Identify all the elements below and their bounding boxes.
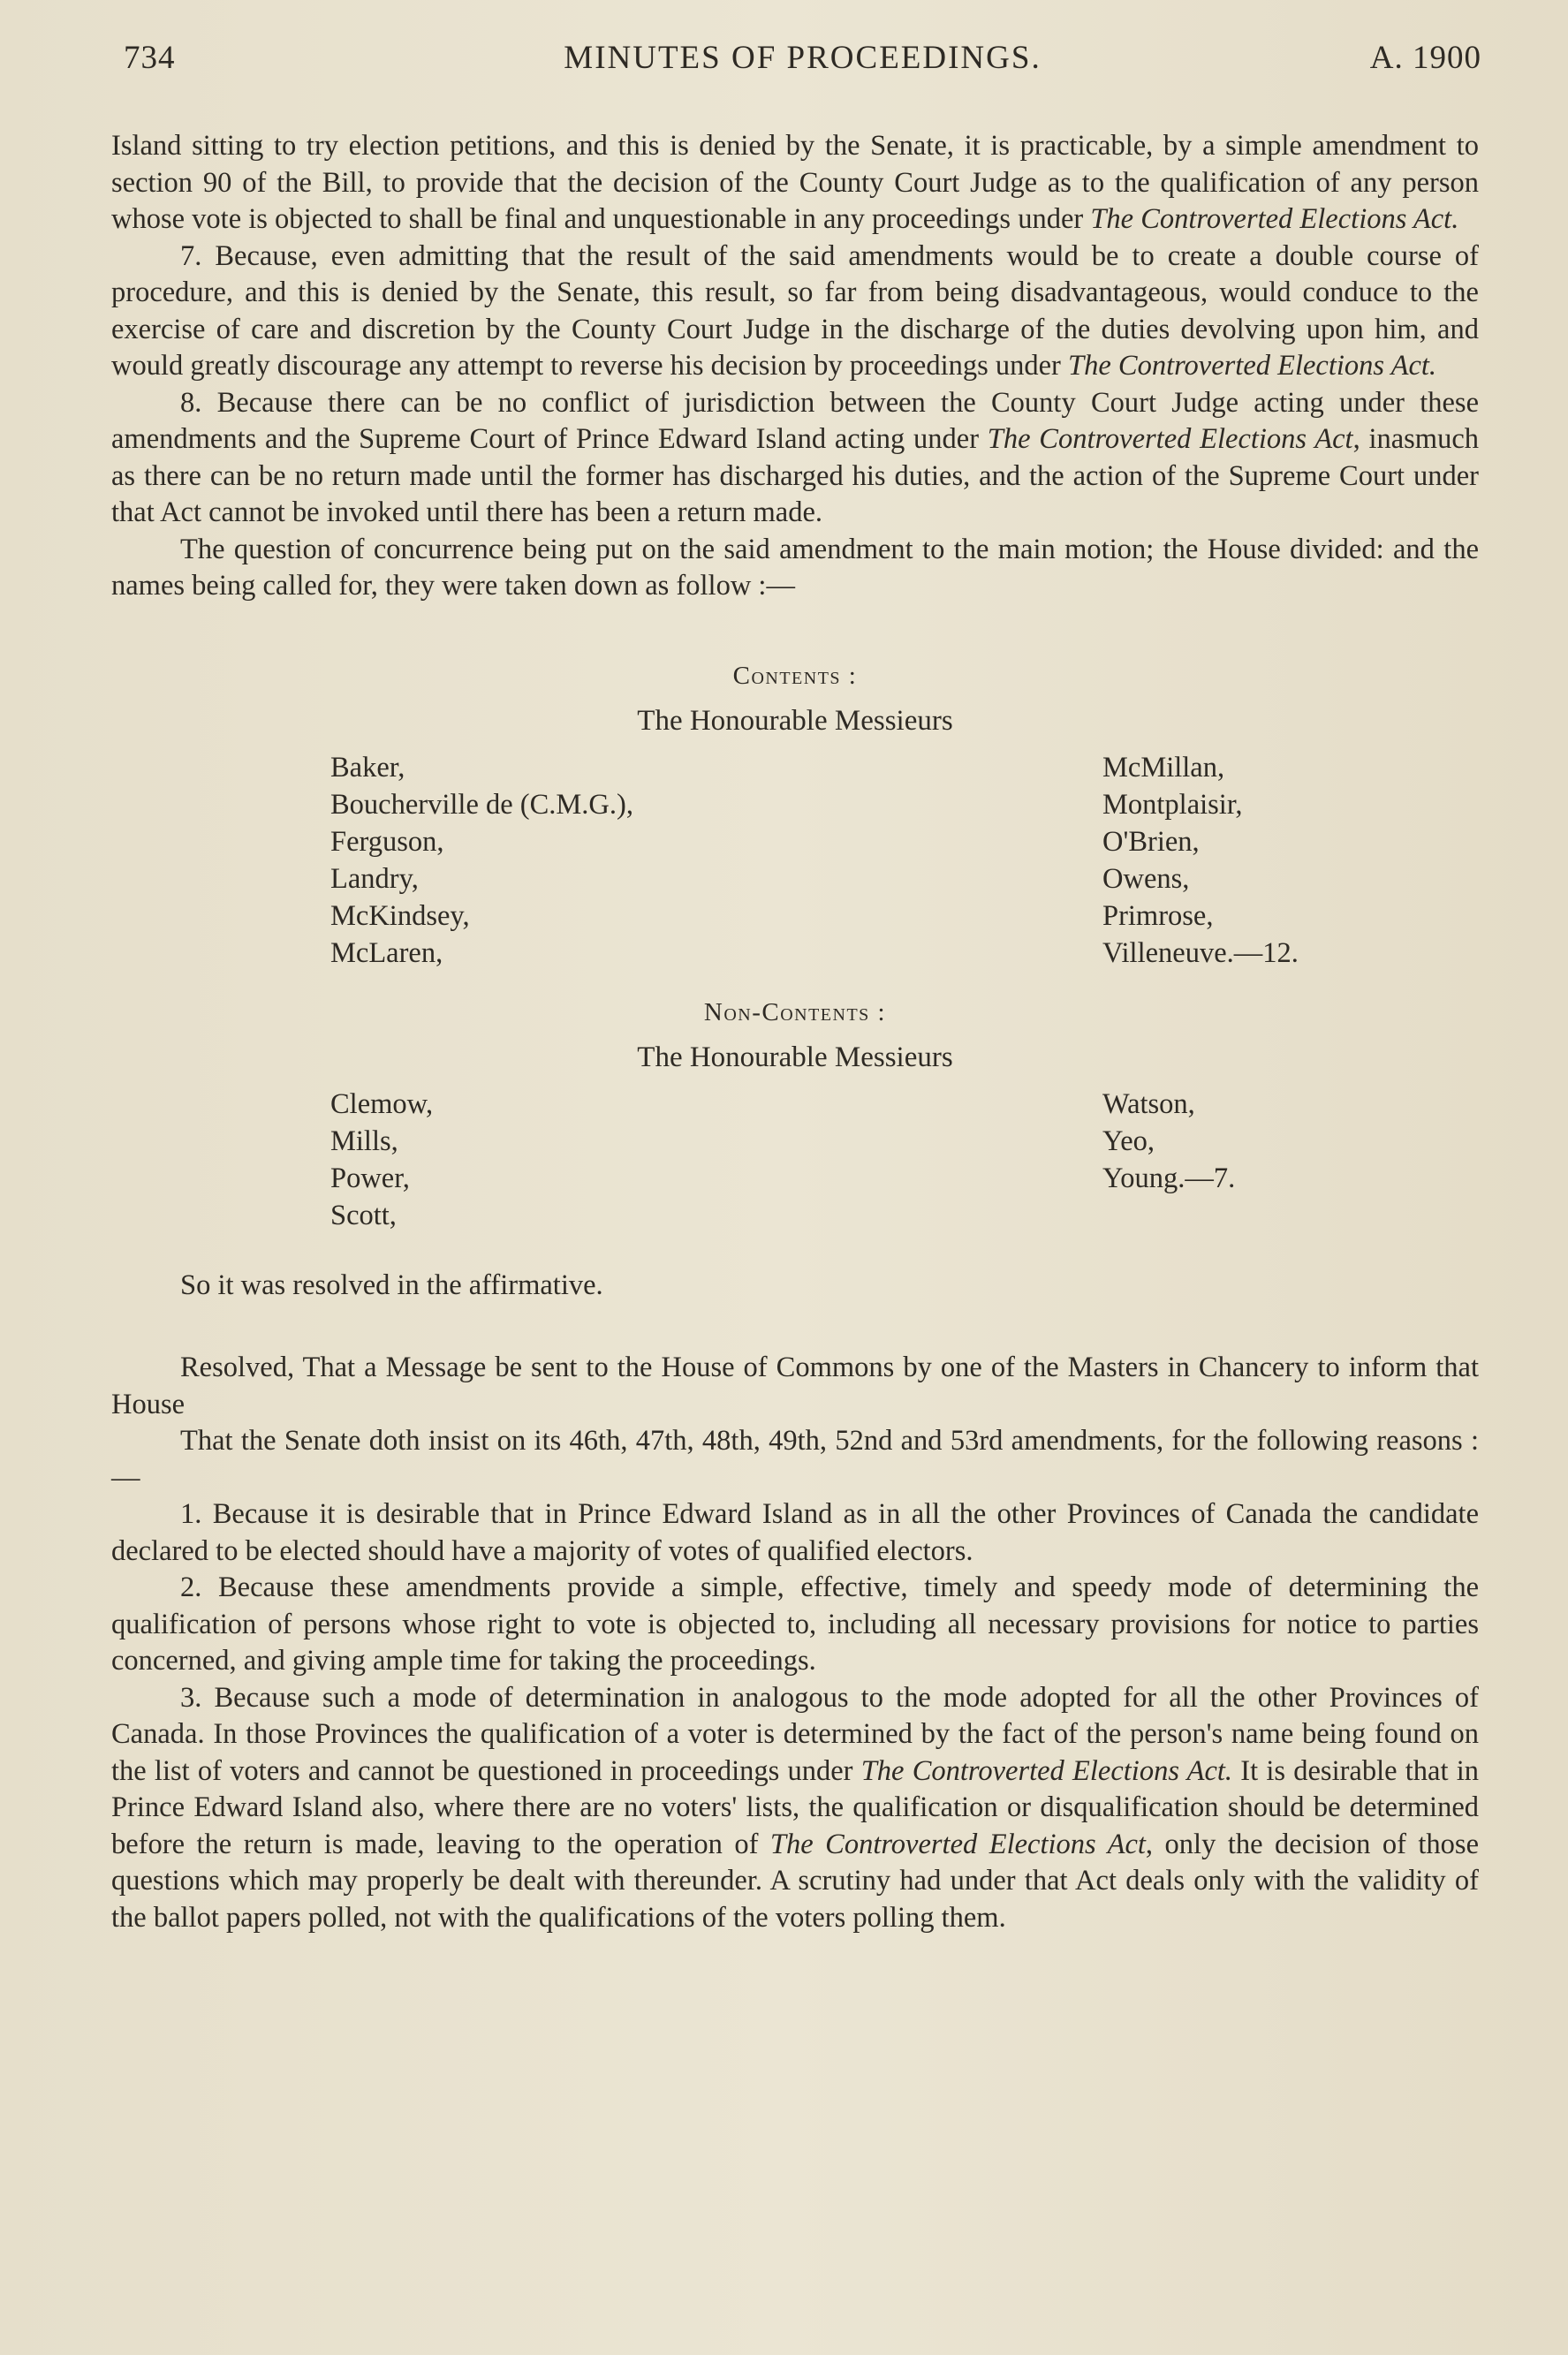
list-item: Montplaisir, <box>1102 788 1243 821</box>
page-body <box>111 128 1479 1936</box>
contents-left-column <box>330 749 633 972</box>
paragraph-question: The question of concurrence being put on the said amendment to the main motion; the House divided: and the names being called for, they were taken down as follow :— <box>111 533 1479 602</box>
paragraph-island-sitting: Island sitting to try election petitions, and this is denied by the Senate, it is practicable, by a simple amendment to section 90 of the Bill, to provide that the decision of the County Court Judge as to the qualification of any person whose vote is objected to shall be final and unquestionable in any proceedings under The Controverted Elections Act. <box>111 130 1479 235</box>
contents-subheading: The Honourable Messieurs <box>637 705 953 737</box>
list-item: O'Brien, <box>1102 825 1200 858</box>
list-item: McLaren, <box>330 936 443 969</box>
list-item: McKindsey, <box>330 899 470 932</box>
paragraph-reason-7: 7. Because, even admitting that the result of the said amendments would be to create a double course of procedure, and this is denied by the Senate, this result, so far from being disadvantageous, would conduce to the exercise of care and discretion by the County Court Judge in the discharge of the duties devolving upon him, and would greatly discourage any attempt to reverse his decision by proceedings under The Controverted Elections Act. <box>111 239 1479 382</box>
list-item: Baker, <box>330 751 405 784</box>
list-item: Owens, <box>1102 862 1190 895</box>
paragraph-reason-2: 2. Because these amendments provide a simple, effective, timely and speedy mode of determining the qualification of persons whose right to vote is objected to, including all necessary provisions for notice to parties concerned, and giving ample time for taking the proceedings. <box>111 1571 1479 1677</box>
list-item: Boucherville de (C.M.G.), <box>330 788 633 821</box>
list-item: Landry, <box>330 862 419 895</box>
non-contents-left-column <box>330 1086 433 1234</box>
list-item: Mills, <box>330 1124 398 1157</box>
act-title: The Controverted Elections Act. <box>1068 350 1437 382</box>
act-title: The Controverted Elections Act <box>987 423 1353 455</box>
act-title: The Controverted Elections Act <box>769 1828 1146 1860</box>
paragraph-insist: That the Senate doth insist on its 46th, 47th, 48th, 49th, 52nd and 53rd amendments, for the following reasons :— <box>111 1425 1479 1494</box>
list-item: Clemow, <box>330 1087 434 1120</box>
list-item: Scott, <box>330 1199 397 1231</box>
list-item: Ferguson, <box>330 825 444 858</box>
paragraph-reason-3: 3. Because such a mode of determination in analogous to the mode adopted for all the other Provinces of Canada. In those Provinces the qualification of a voter is determined by the fact of the person's name being found on the list of voters and cannot be questioned in proceedings under The Controverted Elections Act. It is desirable that in Prince Edward Island also, where there are no voters' lists, the qualification or disqualification should be determined before the return is made, leaving to the operation of The Controverted Elections Act, only the decision of those questions which may properly be dealt with thereunder. A scrutiny had under that Act deals only with the validity of the ballot papers polled, not with the qualifications of the voters polling them. <box>111 1681 1480 1934</box>
page-year: A. 1900 <box>1369 40 1481 76</box>
act-title: The Controverted Elections Act. <box>1090 203 1459 235</box>
list-item: Primrose, <box>1102 899 1214 932</box>
paragraph-resolved: Resolved, That a Message be sent to the House of Commons by one of the Masters in Chancery to inform that House <box>111 1352 1479 1420</box>
non-contents-subheading: The Honourable Messieurs <box>637 1041 953 1073</box>
list-item: Power, <box>330 1162 410 1194</box>
non-contents-right-column <box>1102 1086 1235 1197</box>
list-item: Yeo, <box>1102 1124 1155 1157</box>
list-item: Young.—7. <box>1102 1162 1236 1194</box>
list-item: Watson, <box>1102 1087 1195 1120</box>
page-title: MINUTES OF PROCEEDINGS. <box>564 40 1042 76</box>
paragraph-reason-1: 1. Because it is desirable that in Prince Edward Island as in all the other Provinces of Canada the candidate declared to be elected should have a majority of votes of qualified electors. <box>111 1498 1479 1567</box>
contents-heading: Contents : <box>732 661 858 690</box>
non-contents-names <box>111 1086 1479 1245</box>
page-number: 734 <box>124 40 176 76</box>
contents-names <box>111 749 1479 970</box>
running-head <box>124 39 1481 83</box>
non-contents-heading: Non-Contents : <box>703 997 887 1026</box>
paragraph-reason-8: 8. Because there can be no conflict of jurisdiction between the County Court Judge acting under these amendments and the Supreme Court of Prince Edward Island acting under The Controverted Elections Act, inasmuch as there can be no return made until the former has discharged his duties, and the action of the Supreme Court under that Act cannot be invoked until there has been a return made. <box>111 386 1480 528</box>
list-item: McMillan, <box>1102 751 1225 784</box>
list-item: Villeneuve.—12. <box>1102 936 1299 969</box>
resolution-note: So it was resolved in the affirmative. <box>180 1268 603 1301</box>
contents-right-column <box>1102 749 1299 972</box>
act-title: The Controverted Elections Act. <box>860 1754 1233 1787</box>
